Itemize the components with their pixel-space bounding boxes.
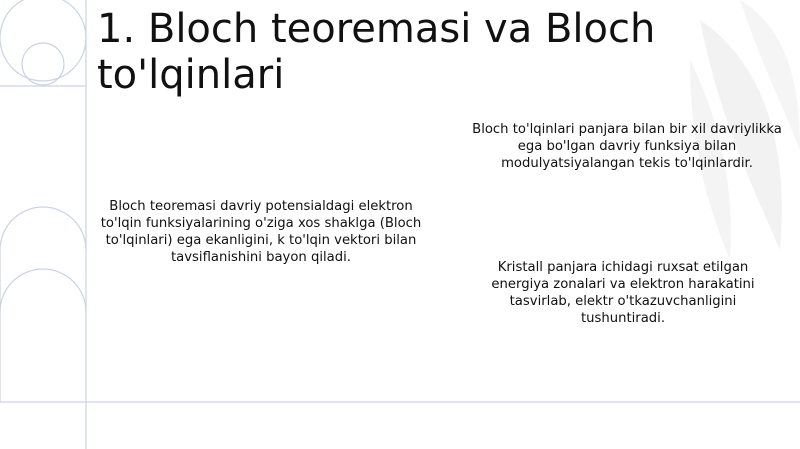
slide-title: 1. Bloch teoremasi va Bloch to'lqinlari bbox=[97, 6, 656, 98]
decor-circle-large bbox=[0, 0, 86, 81]
paragraph-top-right: Bloch to'lqinlari panjara bilan bir xil davriylikka ega bo'lgan davriy funksiya bilan modulyatsiyalangan tekis to'lqinlardir. bbox=[472, 122, 782, 171]
paragraph-left: Bloch teoremasi davriy potensialdagi elektron to'lqin funksiyalarining o'ziga xos shaklga (Bloch to'lqinlari) ega ekanligini, k to'lqin vektori bilan tavsiflanishini bayon qiladi. bbox=[100, 199, 422, 265]
decor-arc-2 bbox=[0, 269, 86, 312]
decor-arc-1 bbox=[0, 207, 86, 250]
decor-circle-small bbox=[22, 43, 64, 85]
paragraph-bottom-right: Kristall panjara ichidagi ruxsat etilgan energiya zonalari va elektron harakatini tasvirlab, elektr o'tkazuvchanligini tushuntiradi. bbox=[491, 260, 755, 326]
